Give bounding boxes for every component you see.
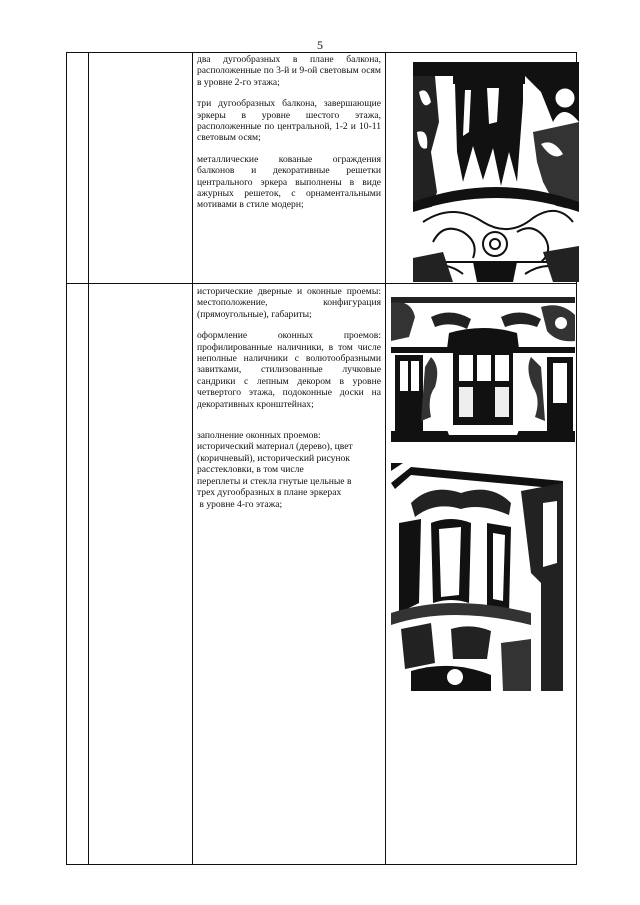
text-line: трех дугообразных в плане эркерах <box>197 487 342 499</box>
row2-paragraph: оформление оконных проемов: профилированные наличники, в том числе неполные наличники с волютообразными завитками, стилизованные лучковые сандрики с лепным декором в уровне четвертого этажа, подоконные доски на декоративных кронштейнах; <box>197 330 381 410</box>
text-line: заполнение оконных проемов: <box>197 430 321 442</box>
window-facade-photo <box>391 297 575 442</box>
text-line: в уровне 4-го этажа; <box>197 498 283 510</box>
text-line: переплеты и стекла гнутые цельные в <box>197 475 352 487</box>
column-border-2 <box>88 52 89 865</box>
page-number: 5 <box>317 38 323 52</box>
row1-paragraph: три дугообразных балкона, завершающие эркеры в уровне шестого этажа, расположенные по центральной, 1-2 и 10-11 световым осям; <box>197 98 381 144</box>
row1-paragraph: два дугообразных в плане балкона, расположенные по 3-й и 9-ой световым осям в уровне 2-го этажа; <box>197 54 381 88</box>
column-border-4 <box>385 52 386 865</box>
text-line: расстекловки, в том числе <box>197 464 304 476</box>
text-line: (коричневый), исторический рисунок <box>197 452 350 464</box>
row2-paragraph: исторические дверные и оконные проемы: местоположение, конфигурация (прямоугольные), габариты; <box>197 286 381 320</box>
column-border-1 <box>66 52 67 865</box>
bay-window-photo <box>391 463 563 691</box>
row-divider <box>66 283 576 284</box>
row1-paragraph: металлические кованые ограждения балконов и декоративные решетки центрального эркера выполнены в виде ажурных решеток, с орнаментальными мотивами в стиле модерн; <box>197 153 381 211</box>
table-bottom-border <box>66 864 576 865</box>
row2-window-fill-paragraph <box>197 430 381 510</box>
row1-description <box>197 54 381 211</box>
row2-description <box>197 286 381 510</box>
column-border-3 <box>192 52 193 865</box>
balcony-photo <box>413 62 579 282</box>
text-line: исторический материал (дерево), цвет <box>197 441 353 453</box>
table-top-border <box>66 52 576 53</box>
